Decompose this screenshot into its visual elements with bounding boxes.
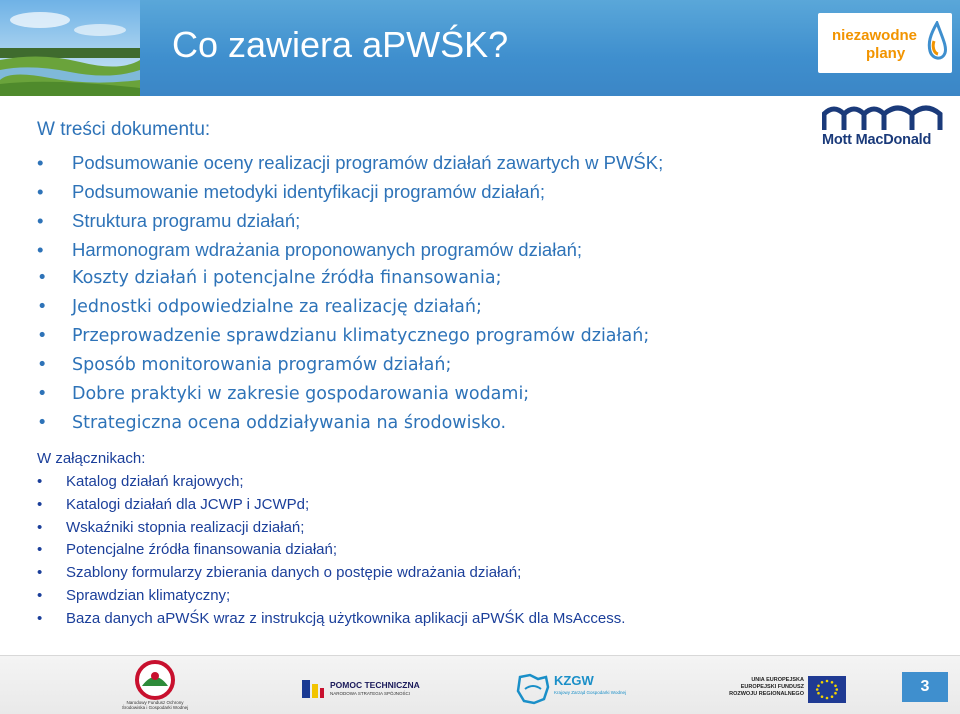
pomoc-techniczna-icon: [300, 676, 326, 702]
pomoc-techniczna-subtitle: NARODOWA STRATEGIA SPÓJNOŚCI: [330, 691, 411, 696]
attachment-item: • Katalog działań krajowych;: [37, 471, 625, 494]
attachment-item: • Sprawdzian klimatyczny;: [37, 585, 625, 608]
eu-text-line: EUROPEJSKI FUNDUSZ: [740, 684, 804, 690]
page-number: 3: [902, 672, 948, 702]
list-item: • Jednostki odpowiedzialne za realizację działań;: [37, 293, 663, 322]
content-list: [37, 148, 663, 438]
mott-macdonald-text: Mott MacDonald: [822, 132, 932, 148]
eu-flag-icon: [808, 676, 846, 703]
attachment-item: • Baza danych aPWŚK wraz z instrukcją użytkownika aplikacji aPWŚK dla MsAccess.: [37, 608, 625, 631]
kzgw-emblem-icon: [516, 673, 550, 705]
page-title: Co zawiera aPWŚK?: [172, 24, 509, 65]
attachment-item: • Szablony formularzy zbierania danych o postępie wdrażania działań;: [37, 562, 625, 585]
kzgw-subtitle: Krajowy Zarząd Gospodarki Wodnej: [554, 690, 626, 695]
mott-macdonald-logo: [822, 104, 944, 150]
attachment-item: • Potencjalne źródła finansowania działań;: [37, 539, 625, 562]
list-item: • Sposób monitorowania programów działań;: [37, 351, 663, 380]
eu-logo: [724, 676, 844, 704]
list-item: • Dobre praktyki w zakresie gospodarowania wodami;: [37, 380, 663, 409]
list-item: • Podsumowanie metodyki identyfikacji programów działań;: [37, 177, 663, 206]
water-drop-icon: [926, 21, 948, 65]
list-item: • Strategiczna ocena oddziaływania na środowisko.: [37, 409, 663, 438]
eu-text-line: UNIA EUROPEJSKA: [751, 677, 804, 683]
nfos-logo: [120, 660, 190, 712]
slide-header: [0, 0, 960, 96]
nfos-emblem-icon: [120, 660, 190, 700]
nfos-text: Narodowy Fundusz Ochrony Środowiska i Gospodarki Wodnej: [121, 700, 189, 710]
logo-text-top: niezawodne: [832, 27, 918, 44]
attachments-list: [37, 471, 625, 631]
kzgw-logo: [516, 673, 626, 707]
eu-stars-icon: [808, 676, 846, 703]
logo-text-bottom: plany: [866, 45, 906, 62]
eu-text: [724, 677, 804, 698]
list-item: • Przeprowadzenie sprawdzianu klimatycznego programów działań;: [37, 322, 663, 351]
pomoc-techniczna-logo: [300, 676, 420, 702]
eu-text-line: ROZWOJU REGIONALNEGO: [729, 691, 804, 697]
attachments-lead: W załącznikach:: [37, 450, 146, 467]
list-item: • Podsumowanie oceny realizacji programów działań zawartych w PWŚK;: [37, 148, 663, 177]
list-item: • Struktura programu działań;: [37, 206, 663, 235]
attachment-item: • Wskaźniki stopnia realizacji działań;: [37, 517, 625, 540]
arch-logo-icon: [822, 104, 944, 132]
attachment-item: • Katalogi działań dla JCWP i JCWPd;: [37, 494, 625, 517]
niezawodne-plany-logo: [818, 13, 952, 73]
list-item: • Harmonogram wdrażania proponowanych programów działań;: [37, 235, 663, 264]
list-item: • Koszty działań i potencjalne źródła finansowania;: [37, 264, 663, 293]
content-lead: W treści dokumentu:: [37, 119, 211, 140]
landscape-photo: [0, 0, 140, 96]
kzgw-title: KZGW: [554, 673, 594, 688]
pomoc-techniczna-title: POMOC TECHNICZNA: [330, 680, 420, 690]
